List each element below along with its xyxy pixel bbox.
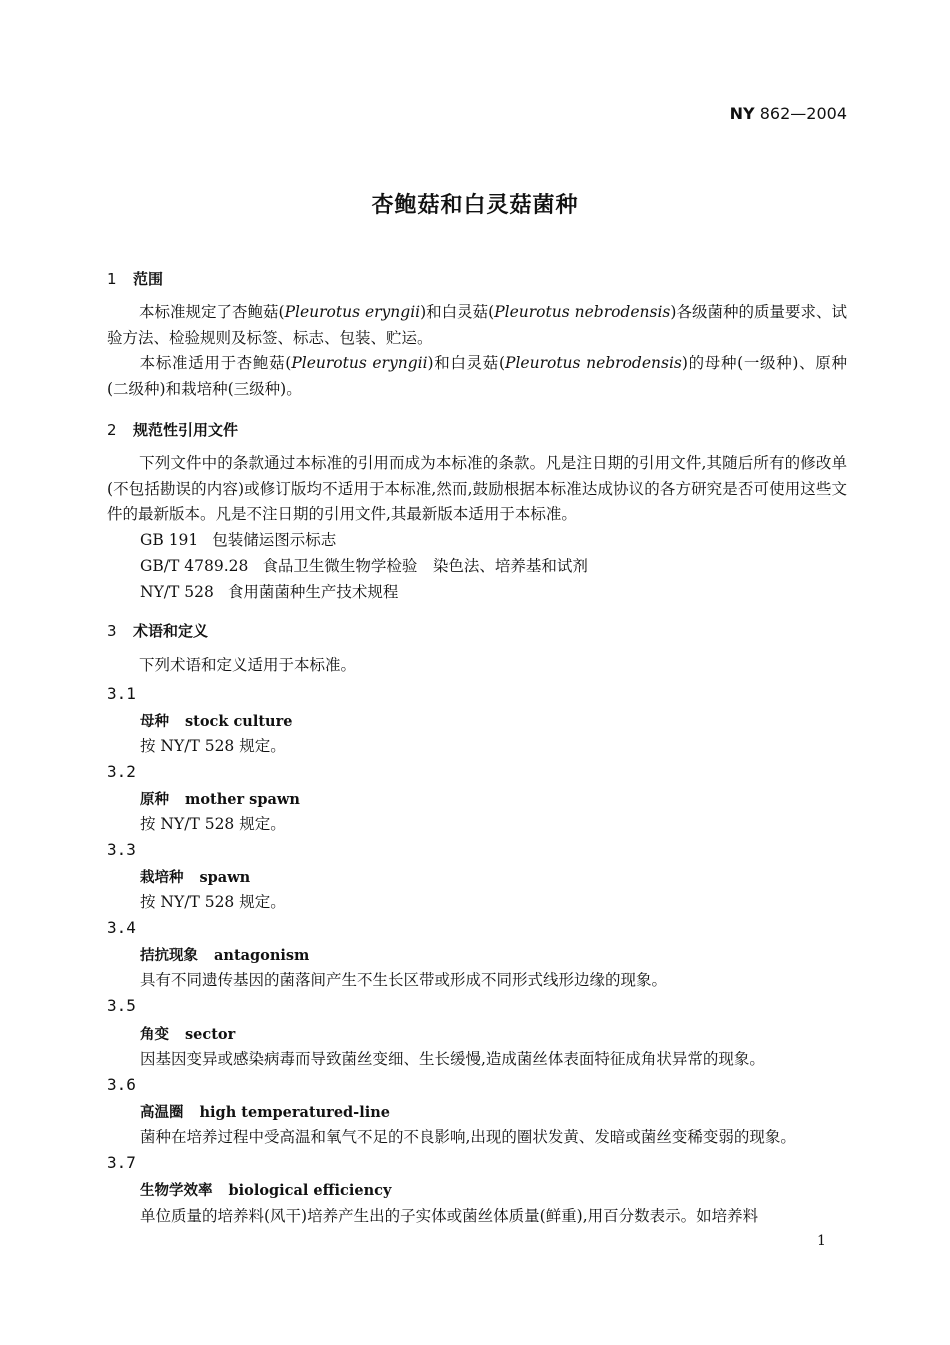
section-2-heading bbox=[107, 419, 238, 440]
term-definition: 菌种在培养过程中受高温和氧气不足的不良影响,出现的圈状发黄、发暗或菌丝变稀变弱的现象。 bbox=[140, 1128, 796, 1146]
section-1-heading bbox=[107, 268, 163, 289]
reference-code: NY/T 528 bbox=[140, 583, 214, 601]
term-definition: 具有不同遗传基因的菌落间产生不生长区带或形成不同形式线形边缘的现象。 bbox=[140, 971, 668, 989]
standard-prefix: NY bbox=[729, 104, 755, 123]
document-title: 杏鲍菇和白灵菇菌种 bbox=[371, 193, 579, 218]
term-number: 3.6 bbox=[107, 1075, 136, 1094]
latin-name: Pleurotus eryngii bbox=[291, 354, 428, 372]
section-title: 术语和定义 bbox=[133, 622, 209, 640]
section-title: 范围 bbox=[133, 270, 164, 288]
reference-item bbox=[140, 554, 588, 576]
latin-name: Pleurotus nebrodensis bbox=[494, 303, 671, 321]
section-2-paragraph: 下列文件中的条款通过本标准的引用而成为本标准的条款。凡是注日期的引用文件,其随后所有的修改单(不包括勘误的内容)或修订版均不适用于本标准,然而,鼓励根据本标准达成协议的各方研究是否可使用这些文件的最新版本。凡是不注日期的引用文件,其最新版本适用于本标准。 bbox=[107, 454, 847, 523]
term-title: 拮抗现象 antagonism bbox=[140, 947, 310, 964]
reference-code: GB/T 4789.28 bbox=[140, 557, 249, 575]
section-title: 规范性引用文件 bbox=[133, 421, 239, 439]
section-1-paragraph-2: 本标准适用于杏鲍菇(Pleurotus eryngii)和白灵菇(Pleurotus nebrodensis)的母种(一级种)、原种(二级种)和栽培种(三级种)。 bbox=[107, 354, 847, 398]
term-definition: 按 NY/T 528 规定。 bbox=[140, 815, 286, 833]
reference-code: GB 191 bbox=[140, 531, 199, 549]
section-number: 3 bbox=[107, 622, 117, 640]
term-title: 栽培种 spawn bbox=[140, 869, 251, 886]
term-definition: 单位质量的培养料(风干)培养产生出的子实体或菌丝体质量(鲜重),用百分数表示。如培养料 bbox=[140, 1207, 759, 1225]
term-title: 母种 stock culture bbox=[140, 713, 293, 730]
term-title: 生物学效率 biological efficiency bbox=[140, 1182, 392, 1199]
standard-code: 862—2004 bbox=[759, 104, 847, 123]
term-number: 3.7 bbox=[107, 1153, 136, 1172]
reference-name: 包装储运图示标志 bbox=[212, 531, 337, 549]
term-definition: 按 NY/T 528 规定。 bbox=[140, 893, 286, 911]
latin-name: Pleurotus eryngii bbox=[284, 303, 421, 321]
term-number: 3.5 bbox=[107, 996, 136, 1015]
term-number: 3.1 bbox=[107, 684, 136, 703]
section-3-paragraph: 下列术语和定义适用于本标准。 bbox=[139, 656, 357, 674]
reference-name: 食品卫生微生物学检验 染色法、培养基和试剂 bbox=[262, 557, 588, 575]
term-title: 原种 mother spawn bbox=[140, 791, 300, 808]
section-number: 1 bbox=[107, 270, 117, 288]
reference-item bbox=[140, 528, 336, 550]
standard-number bbox=[730, 104, 847, 123]
term-definition: 按 NY/T 528 规定。 bbox=[140, 737, 286, 755]
term-definition: 因基因变异或感染病毒而导致菌丝变细、生长缓慢,造成菌丝体表面特征成角状异常的现象。 bbox=[140, 1050, 765, 1068]
term-title: 高温圈 high temperatured-line bbox=[140, 1104, 390, 1121]
section-number: 2 bbox=[107, 421, 117, 439]
latin-name: Pleurotus nebrodensis bbox=[505, 354, 682, 372]
page-number: 1 bbox=[817, 1233, 826, 1249]
section-1-paragraph-1: 本标准规定了杏鲍菇(Pleurotus eryngii)和白灵菇(Pleurotus nebrodensis)各级菌种的质量要求、试验方法、检验规则及标签、标志、包装、贮运。 bbox=[107, 303, 847, 347]
term-number: 3.3 bbox=[107, 840, 136, 859]
reference-name: 食用菌菌种生产技术规程 bbox=[227, 583, 399, 601]
section-3-heading bbox=[107, 620, 208, 641]
term-title: 角变 sector bbox=[140, 1026, 236, 1043]
reference-item bbox=[140, 580, 398, 602]
term-number: 3.2 bbox=[107, 762, 136, 781]
term-number: 3.4 bbox=[107, 918, 136, 937]
